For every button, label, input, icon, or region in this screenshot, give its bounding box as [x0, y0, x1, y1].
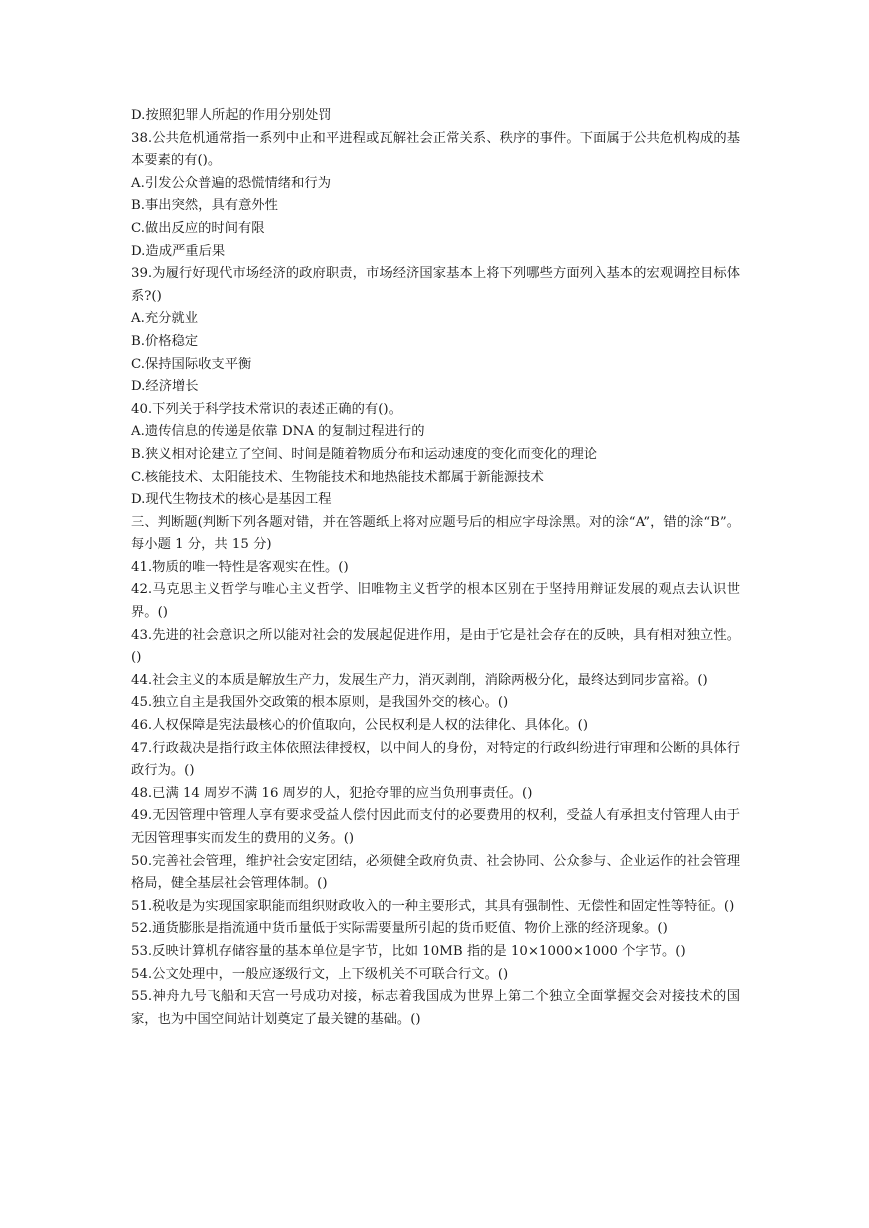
- question-text: 38.公共危机通常指一系列中止和平进程或瓦解社会正常关系、秩序的事件。下面属于公共危机构成的基本要素的有()。: [131, 130, 740, 169]
- option-text: D.造成严重后果: [131, 243, 226, 259]
- question-text: 52.通货膨胀是指流通中货币量低于实际需要量所引起的货币贬值、物价上涨的经济现象。(): [131, 921, 668, 937]
- option-text: C.保持国际收支平衡: [131, 356, 252, 372]
- question-text: 39.为履行好现代市场经济的政府职责，市场经济国家基本上将下列哪些方面列入基本的宏观调控目标体系?(): [131, 266, 740, 304]
- question-text: 55.神舟九号飞船和天宫一号成功对接，标志着我国成为世界上第二个独立全面掌握交会对接技术的国家，也为中国空间站计划奠定了最关键的基础。(): [131, 989, 740, 1027]
- option-text: B.狭义相对论建立了空间、时间是随着物质分布和运动速度的变化而变化的理论: [131, 446, 598, 462]
- question-text: 41.物质的唯一特性是客观实在性。(): [131, 559, 349, 575]
- option-text: B.事出突然，具有意外性: [131, 198, 278, 214]
- option-text: C.核能技术、太阳能技术、生物能技术和地热能技术都属于新能源技术: [131, 469, 544, 485]
- question-text: 49.无因管理中管理人享有要求受益人偿付因此而支付的必要费用的权利，受益人有承担支付管理人由于无因管理事实而发生的费用的义务。(): [131, 808, 740, 846]
- question-text: 42.马克思主义哲学与唯心主义哲学、旧唯物主义哲学的根本区别在于坚持用辩证发展的观点去认识世界。(): [131, 582, 740, 621]
- question-text: 50.完善社会管理，维护社会安定团结，必须健全政府负责、社会协同、公众参与、企业运作的社会管理格局，健全基层社会管理体制。(): [131, 853, 740, 892]
- question-text: 44.社会主义的本质是解放生产力，发展生产力，消灭剥削，消除两极分化，最终达到同步富裕。(): [131, 672, 708, 688]
- question-text: 47.行政裁决是指行政主体依照法律授权，以中间人的身份，对特定的行政纠纷进行审理和公断的具体行政行为。(): [131, 740, 740, 779]
- question-text: 51.税收是为实现国家职能而组织财政收入的一种主要形式，其具有强制性、无偿性和固定性等特征。(): [131, 898, 735, 914]
- option-text: D.现代生物技术的核心是基因工程: [131, 492, 332, 508]
- question-text: 43.先进的社会意识之所以能对社会的发展起促进作用，是由于它是社会存在的反映，具有相对独立性。(): [131, 627, 740, 666]
- option-text: A.充分就业: [131, 311, 199, 327]
- option-text: D.经济增长: [131, 379, 199, 395]
- question-text: 48.已满 14 周岁不满 16 周岁的人，犯抢夺罪的应当负刑事责任。(): [131, 785, 533, 801]
- option-text: C.做出反应的时间有限: [131, 220, 265, 236]
- question-text: 45.独立自主是我国外交政策的根本原则，是我国外交的核心。(): [131, 695, 509, 711]
- option-text: B.价格稳定: [131, 333, 199, 349]
- question-text: 54.公文处理中，一般应逐级行文，上下级机关不可联合行文。(): [131, 966, 509, 982]
- question-text: 40.下列关于科学技术常识的表述正确的有()。: [131, 401, 402, 417]
- section-heading: 三、判断题(判断下列各题对错，并在答题纸上将对应题号后的相应字母涂黑。对的涂“A”，错的涂“B”。每小题 1 分，共 15 分): [131, 514, 740, 553]
- question-text: 53.反映计算机存储容量的基本单位是字节，比如 10MB 指的是 10×1000×1000 个字节。(): [131, 943, 686, 959]
- option-text: D.按照犯罪人所起的作用分别处罚: [131, 108, 332, 123]
- option-text: A.引发公众普遍的恐慌情绪和行为: [131, 175, 331, 191]
- document-body: [131, 105, 740, 1031]
- question-text: 46.人权保障是宪法最核心的价值取向，公民权利是人权的法律化、具体化。(): [131, 718, 589, 734]
- option-text: A.遗传信息的传递是依靠 DNA 的复制过程进行的: [131, 424, 425, 440]
